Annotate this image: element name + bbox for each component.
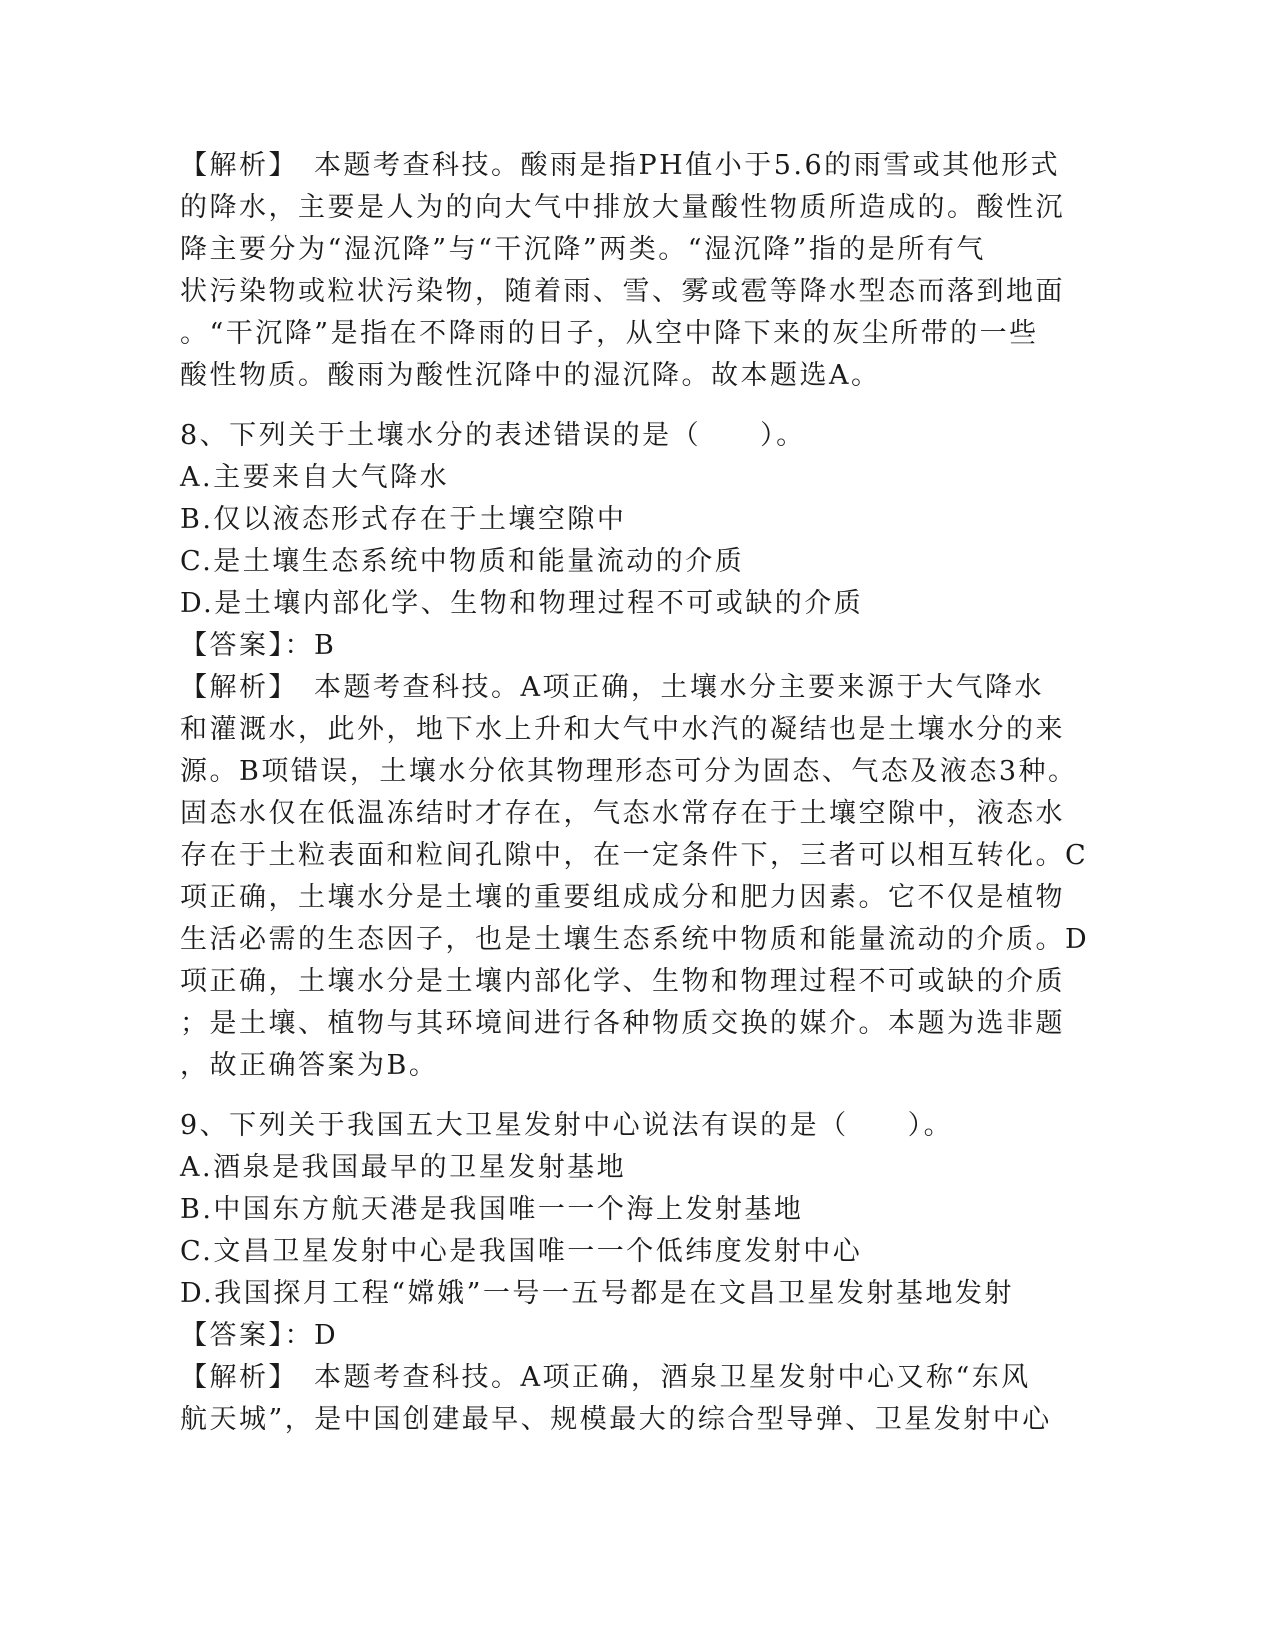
analysis-line: 源。B项错误，土壤水分依其物理形态可分为固态、气态及液态3种。 [180, 756, 1078, 787]
analysis-line: 。“干沉降”是指在不降雨的日子，从空中降下来的灰尘所带的一些 [180, 318, 1039, 349]
analysis-line: 固态水仅在低温冻结时才存在，气态水常存在于土壤空隙中，液态水 [180, 798, 1065, 829]
analysis-line: 存在于土粒表面和粒间孔隙中，在一定条件下，三者可以相互转化。C [180, 840, 1089, 871]
option-a: A.酒泉是我国最早的卫星发射基地 [180, 1152, 627, 1183]
analysis-line: ，故正确答案为B。 [180, 1050, 439, 1081]
analysis-line: 项正确，土壤水分是土壤内部化学、生物和物理过程不可或缺的介质 [180, 966, 1065, 997]
question-stem: 8、下列关于土壤水分的表述错误的是（ ）。 [180, 420, 806, 451]
analysis-line: 的降水，主要是人为的向大气中排放大量酸性物质所造成的。酸性沉 [180, 192, 1065, 223]
option-b: B.仅以液态形式存在于土壤空隙中 [180, 504, 627, 535]
option-d: D.是土壤内部化学、生物和物理过程不可或缺的介质 [180, 588, 864, 619]
option-b: B.中国东方航天港是我国唯一一个海上发射基地 [180, 1194, 804, 1225]
option-d: D.我国探月工程“嫦娥”一号一五号都是在文昌卫星发射基地发射 [180, 1278, 1014, 1309]
analysis-line: 【解析】 本题考查科技。A项正确，土壤水分主要来源于大气降水 [180, 672, 1044, 703]
analysis-line: 【解析】 本题考查科技。酸雨是指PH值小于5.6的雨雪或其他形式 [180, 150, 1061, 181]
analysis-line: 酸性物质。酸雨为酸性沉降中的湿沉降。故本题选A。 [180, 360, 881, 391]
question-8 [180, 415, 1090, 1087]
analysis-line: 降主要分为“湿沉降”与“干沉降”两类。“湿沉降”指的是所有气 [180, 234, 986, 265]
question-9 [180, 1105, 1060, 1441]
document-body [180, 145, 1090, 1441]
section-gap [180, 1087, 1060, 1105]
answer-line: 【答案】：B [180, 630, 337, 661]
analysis-line: 航天城”，是中国创建最早、规模最大的综合型导弹、卫星发射中心 [180, 1404, 1052, 1435]
option-c: C.文昌卫星发射中心是我国唯一一个低纬度发射中心 [180, 1236, 863, 1267]
analysis-line: 和灌溉水，此外，地下水上升和大气中水汽的凝结也是土壤水分的来 [180, 714, 1065, 745]
analysis-line: 项正确，土壤水分是土壤的重要组成成分和肥力因素。它不仅是植物 [180, 882, 1065, 913]
answer-line: 【答案】：D [180, 1320, 339, 1351]
option-a: A.主要来自大气降水 [180, 462, 450, 493]
analysis-line: 生活必需的生态因子，也是土壤生态系统中物质和能量流动的介质。D [180, 924, 1090, 955]
analysis-line: ；是土壤、植物与其环境间进行各种物质交换的媒介。本题为选非题 [180, 1008, 1065, 1039]
option-c: C.是土壤生态系统中物质和能量流动的介质 [180, 546, 745, 577]
question-stem: 9、下列关于我国五大卫星发射中心说法有误的是（ ）。 [180, 1110, 954, 1141]
analysis-line: 【解析】 本题考查科技。A项正确，酒泉卫星发射中心又称“东风 [180, 1362, 1031, 1393]
analysis-line: 状污染物或粒状污染物，随着雨、雪、雾或雹等降水型态而落到地面 [180, 276, 1065, 307]
q7-analysis [180, 145, 1065, 397]
section-gap [180, 397, 1060, 415]
